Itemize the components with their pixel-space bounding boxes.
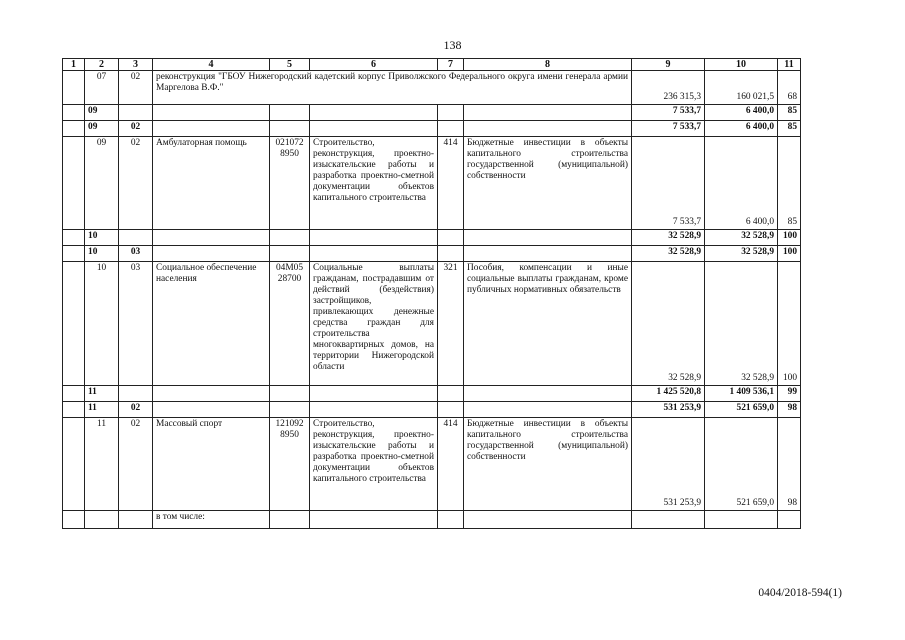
cell-section: 07 xyxy=(85,71,119,105)
cell-object-name: реконструкция "ГБОУ Нижегородский кадетский корпус Приволжского Федерального округа имени генерала армии Маргелова В.Ф." xyxy=(153,71,632,105)
table-row xyxy=(63,386,801,402)
cell-section-name: Массовый спорт xyxy=(153,418,270,511)
header-row xyxy=(63,59,801,71)
cell-section: 09 xyxy=(85,137,119,230)
header-cell: 4 xyxy=(153,59,270,71)
cell-subsection: 03 xyxy=(119,262,153,386)
cell-section: 10 xyxy=(85,246,119,262)
header-cell: 5 xyxy=(270,59,310,71)
cell-value-10: 6 400,0 xyxy=(705,105,778,121)
cell-section-name: Амбулаторная помощь xyxy=(153,137,270,230)
cell-expense-name: Бюджетные инвестиции в объекты капитального строительства государственной (муниципальной) собственности xyxy=(464,418,632,511)
cell-subsection: 02 xyxy=(119,418,153,511)
document-code: 0404/2018-594(1) xyxy=(758,587,842,599)
cell-value-11: 85 xyxy=(778,121,801,137)
cell-value-9: 32 528,9 xyxy=(632,262,705,386)
cell-value-11: 98 xyxy=(778,418,801,511)
cell-subsection: 02 xyxy=(119,121,153,137)
cell-target-name: Строительство, реконструкция, проектно-изыскательские работы и разработка проектно-сметной документации объектов капитального строительства xyxy=(310,418,438,511)
table-row xyxy=(63,105,801,121)
cell-section: 11 xyxy=(85,418,119,511)
cell-value-9: 531 253,9 xyxy=(632,418,705,511)
cell-value-11: 85 xyxy=(778,105,801,121)
header-cell: 1 xyxy=(63,59,85,71)
cell-value-9: 1 425 520,8 xyxy=(632,386,705,402)
cell-target-code: 04М05 28700 xyxy=(270,262,310,386)
cell-section: 09 xyxy=(85,105,119,121)
cell-value-11: 100 xyxy=(778,262,801,386)
table-row xyxy=(63,137,801,230)
cell-expense-name: Бюджетные инвестиции в объекты капитального строительства государственной (муниципальной) собственности xyxy=(464,137,632,230)
cell-section: 09 xyxy=(85,121,119,137)
table-row xyxy=(63,230,801,246)
cell-including: в том числе: xyxy=(153,511,270,529)
cell-subsection: 02 xyxy=(119,402,153,418)
header-cell: 6 xyxy=(310,59,438,71)
cell-value-9: 32 528,9 xyxy=(632,246,705,262)
header-cell: 11 xyxy=(778,59,801,71)
header-cell: 2 xyxy=(85,59,119,71)
cell-value-11: 100 xyxy=(778,246,801,262)
table-row xyxy=(63,246,801,262)
header-cell: 9 xyxy=(632,59,705,71)
cell-value-10: 521 659,0 xyxy=(705,418,778,511)
page-number: 138 xyxy=(443,38,462,52)
header-cell: 3 xyxy=(119,59,153,71)
cell-section: 11 xyxy=(85,386,119,402)
cell-value-10: 6 400,0 xyxy=(705,137,778,230)
header-cell: 8 xyxy=(464,59,632,71)
cell-value-10: 521 659,0 xyxy=(705,402,778,418)
cell-value-9: 7 533,7 xyxy=(632,137,705,230)
cell-target-code: 121092 8950 xyxy=(270,418,310,511)
cell-value-9: 32 528,9 xyxy=(632,230,705,246)
cell-value-9: 7 533,7 xyxy=(632,105,705,121)
table-row xyxy=(63,402,801,418)
cell-value-11: 85 xyxy=(778,137,801,230)
cell-target-name: Социальные выплаты гражданам, пострадавшим от действий (бездействия) застройщиков, привлекающих денежные средства граждан для строительства многоквартирных домов, на территории Нижегородской области xyxy=(310,262,438,386)
cell-expense-type: 414 xyxy=(438,137,464,230)
header-cell: 10 xyxy=(705,59,778,71)
cell-value-10: 32 528,9 xyxy=(705,262,778,386)
cell-value-11: 68 xyxy=(778,71,801,105)
table-row xyxy=(63,71,801,105)
budget-table xyxy=(62,58,801,529)
cell-expense-name: Пособия, компенсации и иные социальные выплаты гражданам, кроме публичных нормативных обязательств xyxy=(464,262,632,386)
cell-value-11: 100 xyxy=(778,230,801,246)
table-row xyxy=(63,121,801,137)
cell-section: 10 xyxy=(85,230,119,246)
cell-expense-type: 414 xyxy=(438,418,464,511)
cell-value-9: 7 533,7 xyxy=(632,121,705,137)
cell-section-name: Социальное обеспечение населения xyxy=(153,262,270,386)
cell-value-10: 1 409 536,1 xyxy=(705,386,778,402)
table-row xyxy=(63,511,801,529)
cell-value-10: 6 400,0 xyxy=(705,121,778,137)
cell-value-9: 531 253,9 xyxy=(632,402,705,418)
cell-value-10: 160 021,5 xyxy=(705,71,778,105)
cell-subsection: 02 xyxy=(119,71,153,105)
table-row xyxy=(63,262,801,386)
cell-expense-type: 321 xyxy=(438,262,464,386)
cell-value-10: 32 528,9 xyxy=(705,230,778,246)
cell-value-11: 98 xyxy=(778,402,801,418)
cell-section: 11 xyxy=(85,402,119,418)
cell-value-9: 236 315,3 xyxy=(632,71,705,105)
cell-section: 10 xyxy=(85,262,119,386)
table-row xyxy=(63,418,801,511)
cell-subsection: 02 xyxy=(119,137,153,230)
cell-target-name: Строительство, реконструкция, проектно-изыскательские работы и разработка проектно-сметной документации объектов капитального строительства xyxy=(310,137,438,230)
header-cell: 7 xyxy=(438,59,464,71)
cell-value-10: 32 528,9 xyxy=(705,246,778,262)
cell-subsection: 03 xyxy=(119,246,153,262)
cell-target-code: 021072 8950 xyxy=(270,137,310,230)
cell-value-11: 99 xyxy=(778,386,801,402)
